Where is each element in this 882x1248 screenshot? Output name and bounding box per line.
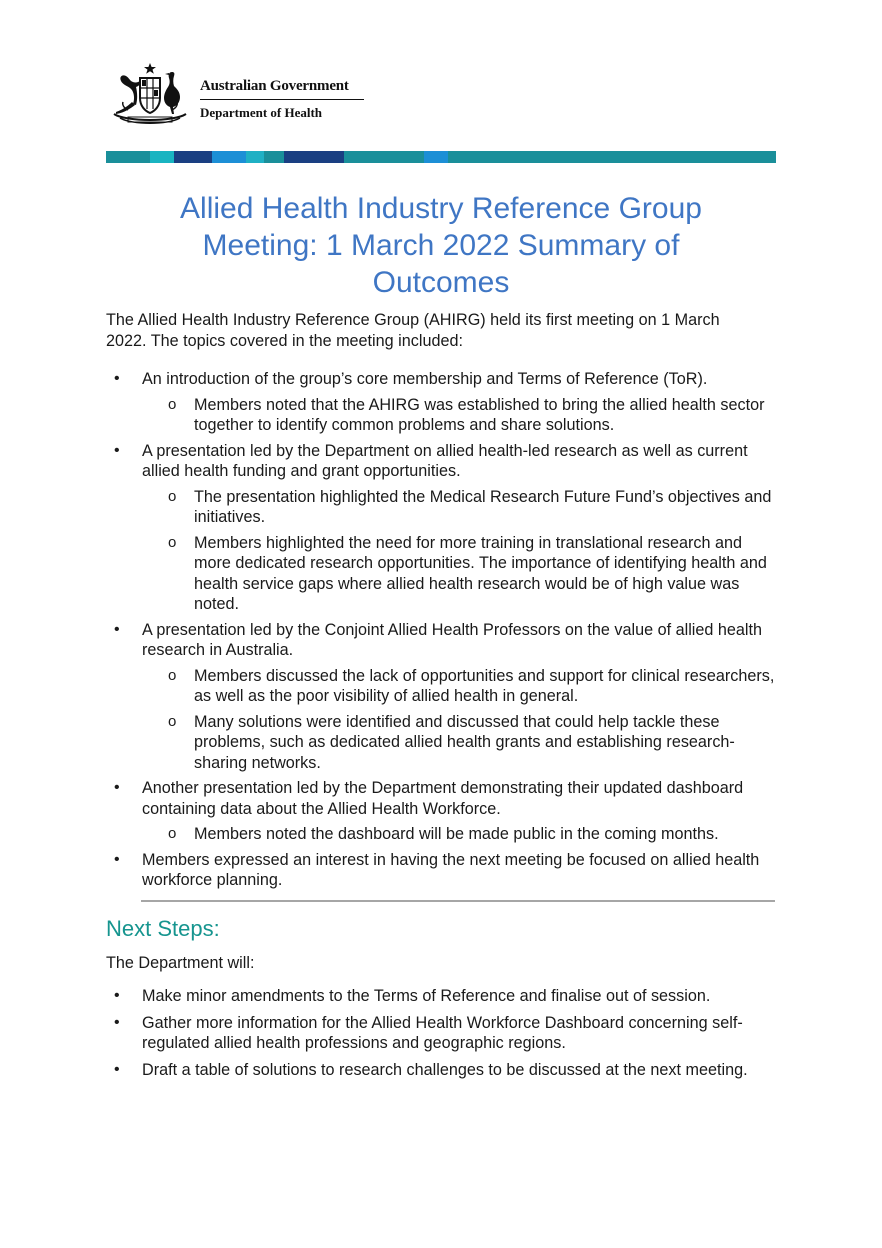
topic-text: A presentation led by the Department on allied health-led research as well as current allied health funding and grant opportunities.	[142, 441, 748, 480]
topic-item	[106, 369, 781, 436]
topic-text: Members expressed an interest in having the next meeting be focused on allied health workforce planning.	[142, 850, 760, 889]
topic-item	[106, 620, 781, 774]
topic-subitem: o Many solutions were identified and discussed that could help tackle these problems, such as dedicated allied health grants and establishing research-sharing networks.	[142, 712, 781, 774]
topic-sublist	[142, 487, 781, 615]
strip-segment	[284, 151, 344, 163]
topic-subitem: o Members noted that the AHIRG was established to bring the allied health sector together to identify common problems and share solutions.	[142, 395, 781, 436]
topic-text: A presentation led by the Conjoint Allied Health Professors on the value of allied health research in Australia.	[142, 620, 763, 659]
next-step-item: • Gather more information for the Allied Health Workforce Dashboard concerning self-regulated allied health professions and geographic regions.	[106, 1013, 781, 1054]
strip-segment	[174, 151, 212, 163]
title-line-2: Meeting: 1 March 2022 Summary of	[202, 229, 680, 262]
next-steps-list	[106, 986, 781, 1086]
next-step-item: • Make minor amendments to the Terms of Reference and finalise out of session.	[106, 986, 781, 1007]
page-title	[106, 190, 776, 301]
strip-segment	[212, 151, 246, 163]
topic-item	[106, 850, 781, 891]
topic-subitem: o Members highlighted the need for more training in translational research and more dedicated research opportunities. The importance of identifying health and health service gaps where allied health research would be of high value was noted.	[142, 533, 781, 615]
strip-segment	[150, 151, 174, 163]
strip-segment	[264, 151, 284, 163]
strip-segment	[344, 151, 424, 163]
topic-subitem: o Members discussed the lack of opportunities and support for clinical researchers, as well as the poor visibility of allied health in general.	[142, 666, 781, 707]
australian-government-logo	[106, 62, 368, 126]
topic-subitem: o The presentation highlighted the Medical Research Future Fund’s objectives and initiatives.	[142, 487, 781, 528]
strip-segment	[106, 151, 150, 163]
topic-text: An introduction of the group’s core membership and Terms of Reference (ToR).	[142, 370, 708, 388]
next-steps-lead: The Department will:	[106, 954, 255, 972]
strip-segment	[246, 151, 264, 163]
topic-text: Another presentation led by the Department demonstrating their updated dashboard containing data about the Allied Health Workforce.	[142, 779, 744, 818]
title-line-1: Allied Health Industry Reference Group	[180, 192, 702, 225]
section-divider	[141, 900, 775, 902]
logo-divider	[200, 99, 364, 100]
topic-item	[106, 778, 781, 845]
topic-subitem: o Members noted the dashboard will be made public in the coming months.	[142, 824, 781, 845]
topics-list	[106, 369, 781, 896]
colour-strip	[106, 151, 776, 163]
next-steps-heading: Next Steps:	[106, 916, 220, 941]
coat-of-arms-icon	[106, 62, 194, 126]
department-name: Department of Health	[200, 105, 323, 120]
government-name: Australian Government	[200, 78, 349, 94]
next-step-item: • Draft a table of solutions to research challenges to be discussed at the next meeting.	[106, 1060, 781, 1081]
topic-item	[106, 441, 781, 615]
intro-paragraph: The Allied Health Industry Reference Group (AHIRG) held its first meeting on 1 March 2022. The topics covered in the meeting included:	[106, 311, 720, 350]
topic-sublist	[142, 824, 781, 845]
strip-segment	[424, 151, 448, 163]
title-line-3: Outcomes	[372, 266, 510, 299]
strip-segment	[448, 151, 776, 163]
topic-sublist	[142, 666, 781, 774]
topic-sublist	[142, 395, 781, 436]
